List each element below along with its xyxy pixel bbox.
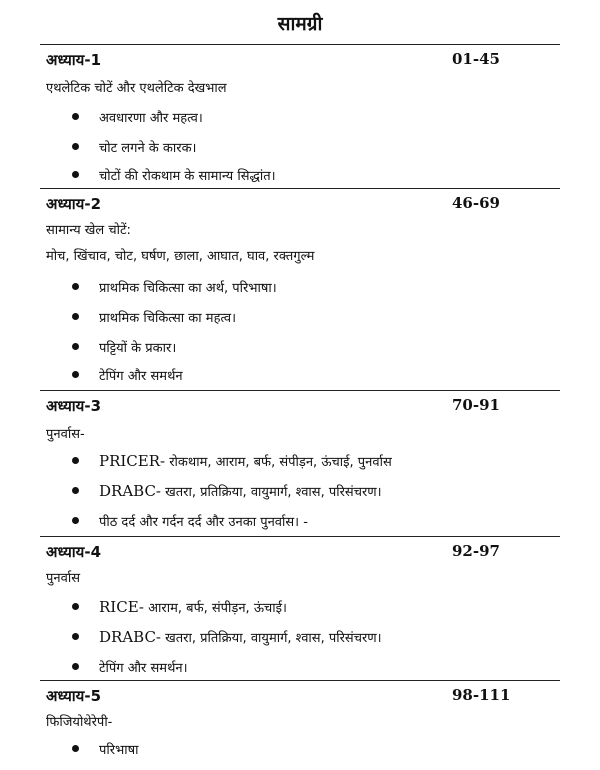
bullet-icon (72, 371, 79, 378)
chapter-subtitle: मोच, खिंचाव, चोट, घर्षण, छाला, आघात, घाव, रक्तगुल्म (46, 249, 315, 264)
chapter-subtitle: पुनर्वास (46, 571, 80, 586)
chapter-subtitle: फिजियोथेरेपी- (46, 715, 113, 730)
chapter-pages: 70-91 (452, 396, 500, 414)
bullet-text: टेपिंग और समर्थन (99, 369, 183, 384)
bullet-icon (72, 745, 79, 752)
bullet-icon (72, 313, 79, 320)
chapter-subtitle: एथलेटिक चोटें और एथलेटिक देखभाल (46, 81, 227, 96)
chapter-divider (40, 188, 560, 189)
bullet-icon (72, 343, 79, 350)
chapter-pages: 98-111 (452, 686, 511, 704)
bullet-text: रोकथाम, आराम, बर्फ, संपीड़न, ऊंचाई, पुनर्वास (165, 455, 392, 470)
chapter-subtitle: सामान्य खेल चोटें: (46, 223, 131, 238)
bullet-icon (72, 171, 79, 178)
chapter-heading: अध्याय-1 (46, 51, 102, 69)
chapter-heading: अध्याय-3 (46, 397, 102, 415)
bullet-text: प्राथमिक चिकित्सा का महत्व। (99, 311, 237, 326)
bullet-icon (72, 143, 79, 150)
bullet-text: पट्टियों के प्रकार। (99, 341, 177, 356)
chapter-pages: 92-97 (452, 542, 500, 560)
bullet-text: टेपिंग और समर्थन। (99, 661, 188, 676)
bullet-icon (72, 113, 79, 120)
bullet-text: खतरा, प्रतिक्रिया, वायुमार्ग, श्वास, परिसंचरण। (161, 631, 382, 646)
bullet-code: RICE- (99, 598, 144, 616)
bullet-text: पीठ दर्द और गर्दन दर्द और उनका पुनर्वास। - (99, 515, 308, 530)
chapter-heading: अध्याय-4 (46, 543, 102, 561)
chapter-heading: अध्याय-2 (46, 195, 102, 213)
chapter-pages: 46-69 (452, 194, 500, 212)
bullet-icon (72, 283, 79, 290)
chapter-subtitle: पुनर्वास- (46, 427, 85, 442)
bullet-icon (72, 663, 79, 670)
chapter-pages: 01-45 (452, 50, 500, 68)
chapter-divider (40, 680, 560, 681)
bullet-code: PRICER- (99, 452, 166, 470)
bullet-icon (72, 457, 79, 464)
bullet-text: अवधारणा और महत्व। (99, 111, 203, 126)
chapter-divider (40, 390, 560, 391)
bullet-icon (72, 603, 79, 610)
page-title: सामग्री (277, 13, 323, 35)
bullet-code: DRABC- (99, 628, 161, 646)
chapter-divider (40, 44, 560, 45)
bullet-text: आराम, बर्फ, संपीड़न, ऊंचाई। (144, 601, 287, 616)
chapter-divider (40, 536, 560, 537)
bullet-text: परिभाषा (99, 743, 139, 758)
bullet-text: खतरा, प्रतिक्रिया, वायुमार्ग, श्वास, परिसंचरण। (161, 485, 382, 500)
bullet-icon (72, 517, 79, 524)
bullet-text: चोट लगने के कारक। (99, 141, 197, 156)
bullet-text: प्राथमिक चिकित्सा का अर्थ, परिभाषा। (99, 281, 277, 296)
bullet-text: चोटों की रोकथाम के सामान्य सिद्धांत। (99, 169, 276, 184)
bullet-icon (72, 633, 79, 640)
chapter-heading: अध्याय-5 (46, 687, 102, 705)
bullet-icon (72, 487, 79, 494)
bullet-code: DRABC- (99, 482, 161, 500)
